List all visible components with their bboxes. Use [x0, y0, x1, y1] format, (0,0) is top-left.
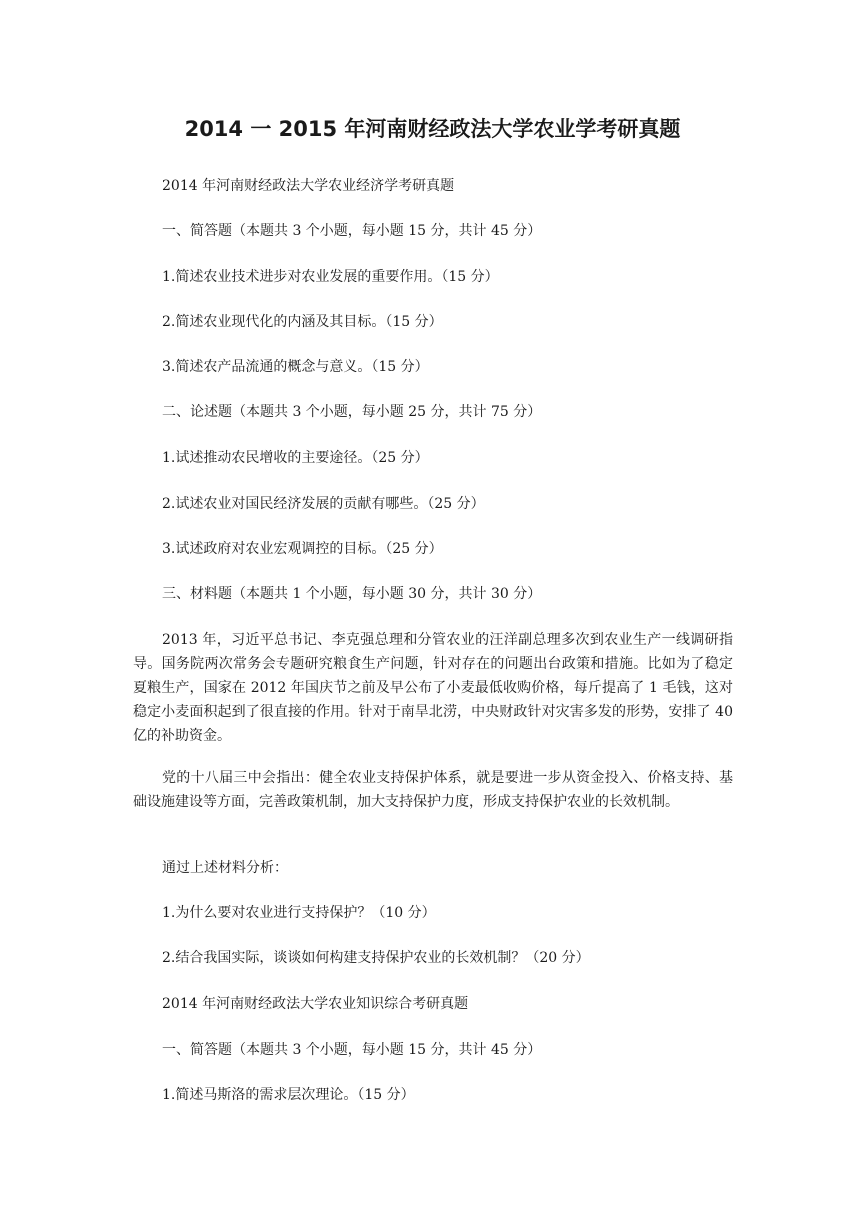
- section1-part1-q1: 1.简述农业技术进步对农业发展的重要作用。（15 分）: [162, 269, 499, 285]
- section2-part1-heading: 一、简答题（本题共 3 个小题，每小题 15 分，共计 45 分）: [162, 1042, 542, 1058]
- section1-part2-q2: 2.试述农业对国民经济发展的贡献有哪些。（25 分）: [162, 496, 485, 512]
- section1-part2-q3: 3.试述政府对农业宏观调控的目标。（25 分）: [162, 541, 443, 557]
- section1-part1-heading: 一、简答题（本题共 3 个小题，每小题 15 分，共计 45 分）: [162, 223, 542, 239]
- section1-part2-heading: 二、论述题（本题共 3 个小题，每小题 25 分，共计 75 分）: [162, 404, 542, 420]
- material-prompt: 通过上述材料分析：: [162, 860, 288, 876]
- section2-heading: 2014 年河南财经政法大学农业知识综合考研真题: [162, 996, 469, 1012]
- section2-part1-q1: 1.简述马斯洛的需求层次理论。（15 分）: [162, 1087, 415, 1103]
- material-paragraph-1: 2013 年，习近平总书记、李克强总理和分管农业的汪洋副总理多次到农业生产一线调研指导。国务院两次常务会专题研究粮食生产问题，针对存在的问题出台政策和措施。比如为了稳定夏粮生产，国家在 2012 年国庆节之前及早公布了小麦最低收购价格，每斤提高了 1 毛钱，这对稳定小麦面积起到了很直接的作用。针对于南旱北涝，中央财政针对灾害多发的形势，安排了 40 亿的补助资金。: [133, 632, 733, 744]
- section1-heading: 2014 年河南财经政法大学农业经济学考研真题: [162, 178, 455, 194]
- material-paragraph-2: 党的十八届三中会指出：健全农业支持保护体系，就是要进一步从资金投入、价格支持、基础设施建设等方面，完善政策机制，加大支持保护力度，形成支持保护农业的长效机制。: [133, 770, 733, 810]
- section1-part3-heading: 三、材料题（本题共 1 个小题，每小题 30 分，共计 30 分）: [162, 586, 542, 602]
- section1-part1-q2: 2.简述农业现代化的内涵及其目标。（15 分）: [162, 314, 443, 330]
- section1-part3-q1: 1.为什么要对农业进行支持保护？（10 分）: [162, 905, 436, 921]
- section1-part2-q1: 1.试述推动农民增收的主要途径。（25 分）: [162, 450, 429, 466]
- section1-part1-q3: 3.简述农产品流通的概念与意义。（15 分）: [162, 359, 429, 375]
- document-title: 2014 一 2015 年河南财经政法大学农业学考研真题: [184, 117, 681, 141]
- section1-part3-q2: 2.结合我国实际，谈谈如何构建支持保护农业的长效机制？（20 分）: [162, 950, 590, 966]
